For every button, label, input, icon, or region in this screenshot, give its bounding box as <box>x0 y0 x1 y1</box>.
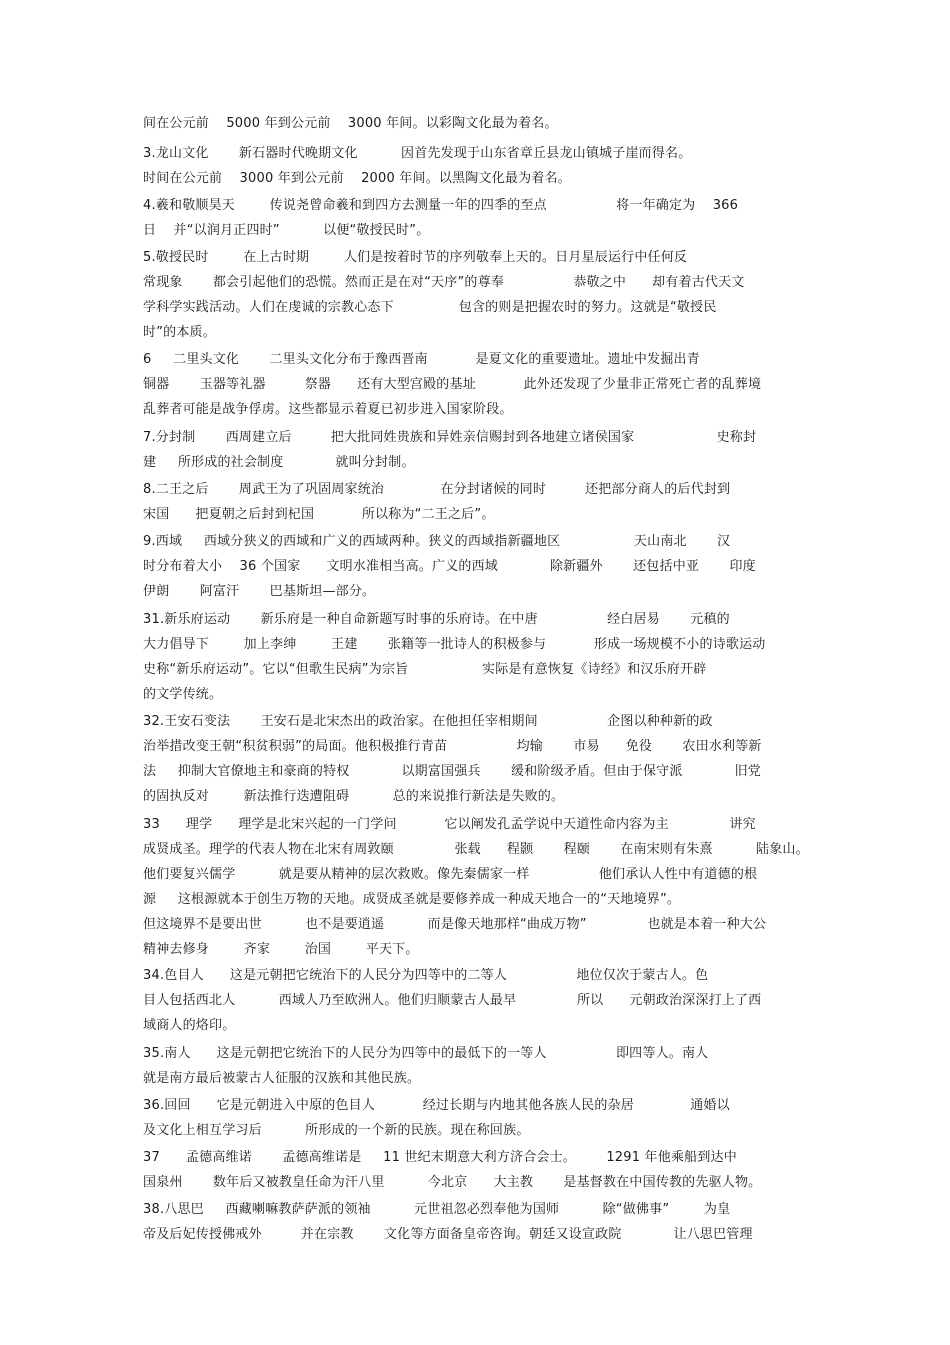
text-line: 伊朗 阿富汗 巴基斯坦—部分。 <box>143 584 376 599</box>
text-line: 乱葬者可能是战争俘虏。这些都显示着夏已初步进入国家阶段。 <box>143 402 513 417</box>
text-line: 史称“新乐府运动”。它以“但歌生民病”为宗旨 实际是有意恢复《诗经》和汉乐府开辟 <box>143 662 707 677</box>
text-line: 37 孟德高维诺 孟德高维诺是 11 世纪末期意大利方济合会士。 1291 年他乘船到达中 <box>143 1150 737 1165</box>
text-line: 铜器 玉器等礼器 祭器 还有大型宫殿的基址 此外还发现了少量非正常死亡者的乱葬境 <box>143 377 762 392</box>
text-line: 时分布着大小 36 个国家 文明水准相当高。广义的西域 除新疆外 还包括中亚 印度 <box>143 559 756 574</box>
text-line: 33 理学 理学是北宋兴起的一门学问 它以阐发孔孟学说中天道性命内容为主 讲究 <box>143 817 756 832</box>
text-line: 日 并“以润月正四时” 以便“敬授民时”。 <box>143 223 430 238</box>
text-line: 精神去修身 齐家 治国 平天下。 <box>143 942 419 957</box>
text-line: 的固执反对 新法推行迭遭阻碍 总的来说推行新法是失败的。 <box>143 789 565 804</box>
text-line: 间在公元前 5000 年到公元前 3000 年间。以彩陶文化最为着名。 <box>143 116 558 131</box>
text-line: 但这境界不是要出世 也不是要逍遥 而是像天地那样“曲成万物” 也就是本着一种大公 <box>143 917 767 932</box>
text-line: 36.回回 它是元朝进入中原的色目人 经过长期与内地其他各族人民的杂居 通婚以 <box>143 1098 730 1113</box>
text-line: 建 所形成的社会制度 就叫分封制。 <box>143 455 415 470</box>
text-line: 6 二里头文化 二里头文化分布于豫西晋南 是夏文化的重要遗址。遗址中发掘出青 <box>143 352 700 367</box>
text-line: 8.二王之后 周武王为了巩固周家统治 在分封诸候的同时 还把部分商人的后代封到 <box>143 482 731 497</box>
text-line: 域商人的烙印。 <box>143 1018 236 1033</box>
text-line: 9.西域 西域分狭义的西域和广义的西域两种。狭义的西域指新疆地区 天山南北 汉 <box>143 534 731 549</box>
text-line: 国泉州 数年后又被教皇任命为汗八里 今北京 大主教 是基督教在中国传教的先驱人物。 <box>143 1175 762 1190</box>
text-line: 及文化上相互学习后 所形成的一个新的民族。现在称回族。 <box>143 1123 530 1138</box>
text-line: 帝及后妃传授佛戒外 并在宗教 文化等方面备皇帝咨询。朝廷又设宣政院 让八思巴管理 <box>143 1227 753 1242</box>
text-line: 成贤成圣。理学的代表人物在北宋有周敦颐 张载 程颢 程颐 在南宋则有朱熹 陆象山。 <box>143 842 809 857</box>
text-line: 常现象 都会引起他们的恐慌。然而正是在对“天序”的尊奉 恭敬之中 却有着古代天文 <box>143 275 745 290</box>
text-line: 大力倡导下 加上李绅 王建 张籍等一批诗人的积极参与 形成一场规模不小的诗歌运动 <box>143 637 766 652</box>
text-line: 学科学实践活动。人们在虔诚的宗教心态下 包含的则是把握农时的努力。这就是“敬授民 <box>143 300 717 315</box>
text-line: 7.分封制 西周建立后 把大批同姓贵族和异姓亲信赐封到各地建立诸侯国家 史称封 <box>143 430 757 445</box>
text-line: 就是南方最后被蒙古人征服的汉族和其他民族。 <box>143 1071 421 1086</box>
text-line: 法 抑制大官僚地主和豪商的特权 以期富国强兵 缓和阶级矛盾。但由于保守派 旧党 <box>143 764 761 779</box>
text-line: 目人包括西北人 西域人乃至欧洲人。他们归顺蒙古人最早 所以 元朝政治深深打上了西 <box>143 993 762 1008</box>
text-line: 32.王安石变法 王安石是北宋杰出的政治家。在他担任宰相期间 企图以种种新的政 <box>143 714 713 729</box>
text-line: 他们要复兴儒学 就是要从精神的层次救败。像先秦儒家一样 他们承认人性中有道德的根 <box>143 867 758 882</box>
text-line: 时间在公元前 3000 年到公元前 2000 年间。以黑陶文化最为着名。 <box>143 171 571 186</box>
text-line: 38.八思巴 西藏喇嘛教萨萨派的领袖 元世祖忽必烈奉他为国师 除“做佛事” 为皇 <box>143 1202 731 1217</box>
text-line: 4.羲和敬顺昊天 传说尧曾命羲和到四方去测量一年的四季的至点 将一年确定为 366 <box>143 198 739 213</box>
text-line: 35.南人 这是元朝把它统治下的人民分为四等中的最低下的一等人 即四等人。南人 <box>143 1046 709 1061</box>
text-line: 3.龙山文化 新石器时代晚期文化 因首先发现于山东省章丘县龙山镇城子崖而得名。 <box>143 146 692 161</box>
text-line: 宋国 把夏朝之后封到杞国 所以称为“二王之后”。 <box>143 507 495 522</box>
text-line: 治举措改变王朝“积贫积弱”的局面。他积极推行青苗 均输 市易 免役 农田水利等新 <box>143 739 762 754</box>
text-line: 时”的本质。 <box>143 325 216 340</box>
text-line: 5.敬授民时 在上古时期 人们是按着时节的序列敬奉上天的。日月星辰运行中任何反 <box>143 250 688 265</box>
text-line: 34.色目人 这是元朝把它统治下的人民分为四等中的二等人 地位仅次于蒙古人。色 <box>143 968 709 983</box>
text-line: 的文学传统。 <box>143 687 223 702</box>
text-line: 31.新乐府运动 新乐府是一种自命新题写时事的乐府诗。在中唐 经白居易 元稹的 <box>143 612 730 627</box>
text-line: 源 这根源就本于创生万物的天地。成贤成圣就是要修养成一种成天地合一的“天地境界”。 <box>143 892 681 907</box>
